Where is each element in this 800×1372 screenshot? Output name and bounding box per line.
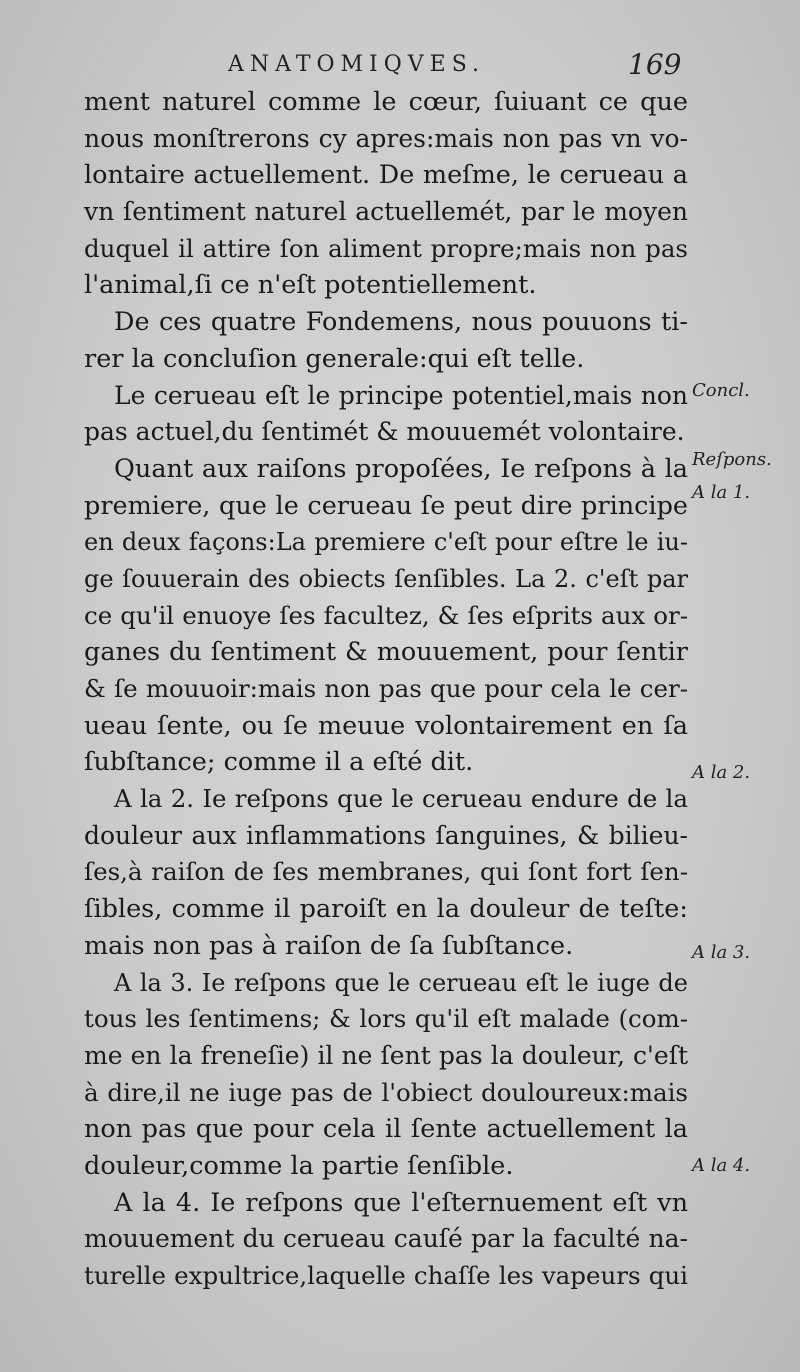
text-line: mouuement du cerueau cauſé par la faculté na- [84,1224,688,1254]
text-line: en deux façons:La premiere c'eſt pour eſtre le iu- [84,528,688,557]
text-line: pas actuel,du ſentimét & mouuemét volontaire. [84,417,685,447]
text-line: non pas que pour cela il ſente actuellement la [84,1114,688,1145]
text-line: ment naturel comme le cœur, ſuiuant ce que [84,87,688,117]
text-line: mais non pas à raiſon de ſa ſubſtance. [84,930,574,961]
text-line: premiere, que le cerueau ſe peut dire principe [84,490,688,521]
text-line: Quant aux raiſons propoſées, Ie reſpons à la [114,453,688,484]
text-line: nous monſtrerons cy apres:mais non pas vn vo- [84,123,688,153]
text-line: rer la concluſion generale:qui eſt telle. [84,343,585,374]
running-title: ANATOMIQVES. [228,52,486,77]
page-number: 169 [628,48,682,81]
text-line: lontaire actuellement. De meſme, le cerueau a [84,160,688,191]
text-line: ſibles, comme il paroiſt en la douleur de teſte: [84,894,688,925]
text-line: douleur aux inflammations ſanguines, & bilieu- [84,820,688,850]
text-line: A la 2. Ie reſpons que le cerueau endure de la [114,784,688,814]
text-line: tous les ſentimens; & lors qu'il eſt malade (com- [84,1004,688,1034]
text-line: douleur,comme la partie ſenſible. [84,1150,514,1181]
text-line: De ces quatre Fondemens, nous pouuons ti- [114,307,688,338]
text-line: me en la freneſie) il ne ſent pas la douleur, c'eſt [84,1040,688,1070]
text-line: A la 4. Ie reſpons que l'eſternuement eſt vn [114,1187,688,1218]
text-line: & ſe mouuoir:mais non pas que pour cela le cer- [84,674,688,703]
text-line: à dire,il ne iuge pas de l'obiect douloureux:mais [84,1077,688,1107]
margin-note-respons: Reſpons. [692,449,772,470]
text-line: l'animal,ſi ce n'eſt potentiellement. [84,270,537,301]
margin-note-a-la-4: A la 4. [692,1155,751,1176]
text-line: turelle expultrice,laquelle chaſſe les vapeurs qui [84,1261,688,1290]
margin-note-a-la-1: A la 1. [692,482,751,503]
text-line: A la 3. Ie reſpons que le cerueau eſt le iuge de [114,968,688,997]
text-line: ſes,à raiſon de ſes membranes, qui ſont fort ſen- [84,857,688,887]
page-header [0,48,800,84]
text-line: Le cerueau eſt le principe potentiel,mais non [114,380,688,410]
text-line: ce qu'il enuoye ſes facultez, & ſes eſprits aux or- [84,600,688,630]
body-text [84,84,688,1295]
margin-note-concl: Concl. [692,380,750,401]
text-line: ueau ſente, ou ſe meuue volontairement en ſa [84,710,688,741]
text-line: ganes du ſentiment & mouuement, pour ſentir [84,637,688,668]
text-line: vn ſentiment naturel actuellemét, par le moyen [84,197,688,227]
margin-note-a-la-3: A la 3. [692,942,751,963]
text-line: ge ſouuerain des obiects ſenſibles. La 2. c'eſt par [84,564,688,593]
text-line: ſubſtance; comme il a eſté dit. [84,747,474,778]
text-line: duquel il attire ſon aliment propre;mais non pas [84,233,688,263]
margin-note-a-la-2: A la 2. [692,762,751,783]
